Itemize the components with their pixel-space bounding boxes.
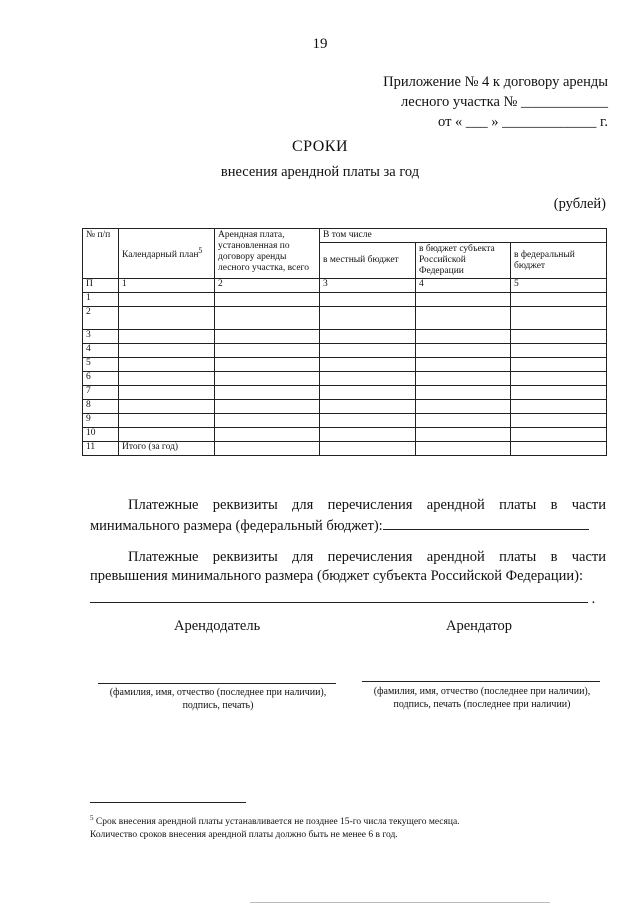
table-cell [320,293,416,307]
column-index: 3 [320,279,416,293]
row-number: 1 [83,293,119,307]
table-row-total [83,442,607,456]
row-number: 9 [83,414,119,428]
row-number: 7 [83,386,119,400]
table-cell [320,400,416,414]
table-cell [215,400,320,414]
table-cell [320,344,416,358]
table-cell [215,442,320,456]
table-cell [320,358,416,372]
table-cell [215,307,320,330]
row-plan [119,330,215,344]
table-cell [416,386,511,400]
table-cell [511,293,607,307]
row-plan [119,400,215,414]
table-row [83,358,607,372]
footnote-mark: 5 [90,814,94,822]
federal-requisites [90,496,606,536]
table-cell [320,414,416,428]
table-cell [215,386,320,400]
table-cell [511,442,607,456]
payment-schedule-table [82,228,607,456]
lessor-signature-caption: (фамилия, имя, отчество (последнее при наличии), подпись, печать) [109,687,327,711]
header-plan-label: Календарный план [122,250,199,261]
subject-requisites-end: . [591,591,596,607]
currency-unit: (рублей) [553,196,606,212]
table-cell [416,414,511,428]
footnote-line-2: Количество сроков внесения арендной платы должно быть не менее 6 в год. [90,830,398,841]
lessee-label: Арендатор [446,618,513,634]
row-plan [119,372,215,386]
table-cell [215,428,320,442]
subject-requisites [90,548,606,609]
table-row [83,372,607,386]
table-cell [416,307,511,330]
table-cell [511,358,607,372]
row-plan [119,414,215,428]
header-federal-budget: в федеральный бюджет [511,243,607,279]
table-cell [416,400,511,414]
appendix-reference [300,72,608,132]
table-cell [416,428,511,442]
header-local-budget: в местный бюджет [320,243,416,279]
page-number: 19 [312,36,328,52]
column-index-row [83,279,607,293]
table-cell [320,386,416,400]
table-row [83,428,607,442]
lessor-signature-line[interactable] [98,683,336,684]
table-cell [416,344,511,358]
table-cell [215,372,320,386]
table-cell [511,372,607,386]
header-plan [119,229,215,279]
table-cell [215,414,320,428]
table-cell [511,330,607,344]
table-cell [320,307,416,330]
row-number: 11 [83,442,119,456]
table-cell [511,428,607,442]
lessee-signature-caption: (фамилия, имя, отчество (последнее при наличии), подпись, печать (последнее при наличии) [373,686,591,710]
table-row [83,400,607,414]
table-row [83,386,607,400]
table-row [83,344,607,358]
column-index: 4 [416,279,511,293]
table-cell [215,293,320,307]
row-plan [119,428,215,442]
table-row [83,414,607,428]
row-plan [119,344,215,358]
row-number: 8 [83,400,119,414]
header-num: № п/п [83,229,119,279]
row-number: 2 [83,307,119,330]
header-payment-total: Арендная плата, установленная по договору аренды лесного участка, всего [215,229,320,279]
subject-requisites-text: Платежные реквизиты для перечисления арендной платы в части превышения минимального размера (бюджет субъекта Российской Федерации): [90,549,606,584]
header-including: В том числе [320,229,607,243]
footnote-line-1: Срок внесения арендной платы устанавливается не позднее 15-го числа текущего месяца. [95,817,460,828]
table-cell [416,358,511,372]
row-number: 3 [83,330,119,344]
table-row [83,293,607,307]
row-number: 4 [83,344,119,358]
appendix-line-3: от « ___ » _____________ г. [438,114,608,130]
table-cell [215,358,320,372]
footnote-divider [90,802,246,803]
table-cell [416,442,511,456]
header-subject-budget: в бюджет субъекта Российской Федерации [416,243,511,279]
table-cell [320,330,416,344]
table-cell [511,386,607,400]
column-index: П [83,279,119,293]
row-number: 6 [83,372,119,386]
row-number: 10 [83,428,119,442]
lessee-signature-line[interactable] [362,681,600,682]
federal-requisites-field[interactable] [383,515,589,530]
document-subtitle: внесения арендной платы за год [220,164,420,180]
table-cell [215,344,320,358]
table-row [83,330,607,344]
appendix-line-2: лесного участка № ____________ [400,94,608,110]
table-cell [320,442,416,456]
column-index: 1 [119,279,215,293]
row-plan [119,307,215,330]
page-bottom-divider [250,902,550,903]
table-cell [416,330,511,344]
row-plan [119,386,215,400]
row-plan [119,293,215,307]
lessor-label: Арендодатель [174,618,261,634]
row-plan [119,358,215,372]
footnote [90,812,560,842]
row-plan: Итого (за год) [119,442,215,456]
table-cell [511,307,607,330]
footnote-mark: 5 [198,246,203,256]
table-cell [511,414,607,428]
table-cell [416,293,511,307]
table-row [83,307,607,330]
subject-requisites-field[interactable] [90,588,588,603]
document-title: СРОКИ [291,138,349,155]
column-index: 2 [215,279,320,293]
column-index: 5 [511,279,607,293]
table-cell [320,428,416,442]
table-cell [511,344,607,358]
federal-requisites-text: Платежные реквизиты для перечисления арендной платы в части минимального размера (федеральный бюджет): [90,497,606,534]
table-cell [320,372,416,386]
appendix-line-1: Приложение № 4 к договору аренды [383,74,608,90]
table-header-row [83,229,607,243]
table-cell [511,400,607,414]
table-cell [416,372,511,386]
row-number: 5 [83,358,119,372]
table-cell [215,330,320,344]
